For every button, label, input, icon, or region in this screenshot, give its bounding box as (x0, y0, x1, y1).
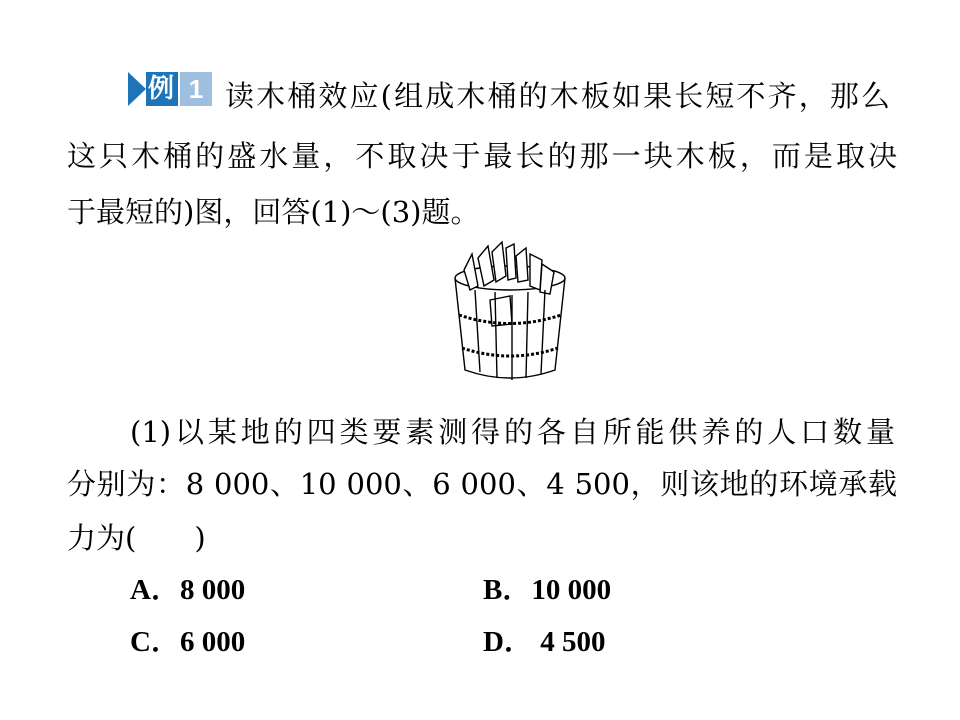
intro-line-3: 于最短的)图，回答(1)～(3)题。 (67, 195, 480, 229)
option-c[interactable] (130, 624, 245, 660)
option-d-value: 4 500 (532, 626, 606, 658)
option-a-value: 8 000 (179, 574, 246, 606)
intro-line-2: 这只木桶的盛水量，不取决于最长的那一块木板，而是取决 (67, 139, 897, 173)
option-c-letter: C． (130, 626, 180, 658)
question-line-1: (1)以某地的四类要素测得的各自所能供养的人口数量 (130, 415, 895, 449)
option-c-value: 6 000 (179, 626, 246, 658)
intro-line-1: 读木桶效应(组成木桶的木板如果长短不齐，那么 (225, 79, 890, 113)
badge-arrow-icon (128, 72, 146, 106)
wooden-bucket-illustration (450, 240, 575, 385)
option-a-letter: A． (130, 574, 180, 606)
option-b[interactable] (483, 572, 611, 608)
badge-number: 1 (180, 72, 212, 106)
option-b-letter: B． (483, 574, 532, 606)
badge-word: 例 (146, 72, 178, 106)
example-badge (128, 72, 212, 106)
question-line-2: 分别为：8 000、10 000、6 000、4 500，则该地的环境承载 (67, 467, 897, 501)
bucket-staves-icon (464, 242, 554, 380)
option-d[interactable] (483, 624, 605, 660)
option-a[interactable] (130, 572, 245, 608)
option-d-letter: D． (483, 626, 533, 658)
question-line-3: 力为( ) (67, 521, 206, 555)
option-b-value: 10 000 (531, 574, 612, 606)
